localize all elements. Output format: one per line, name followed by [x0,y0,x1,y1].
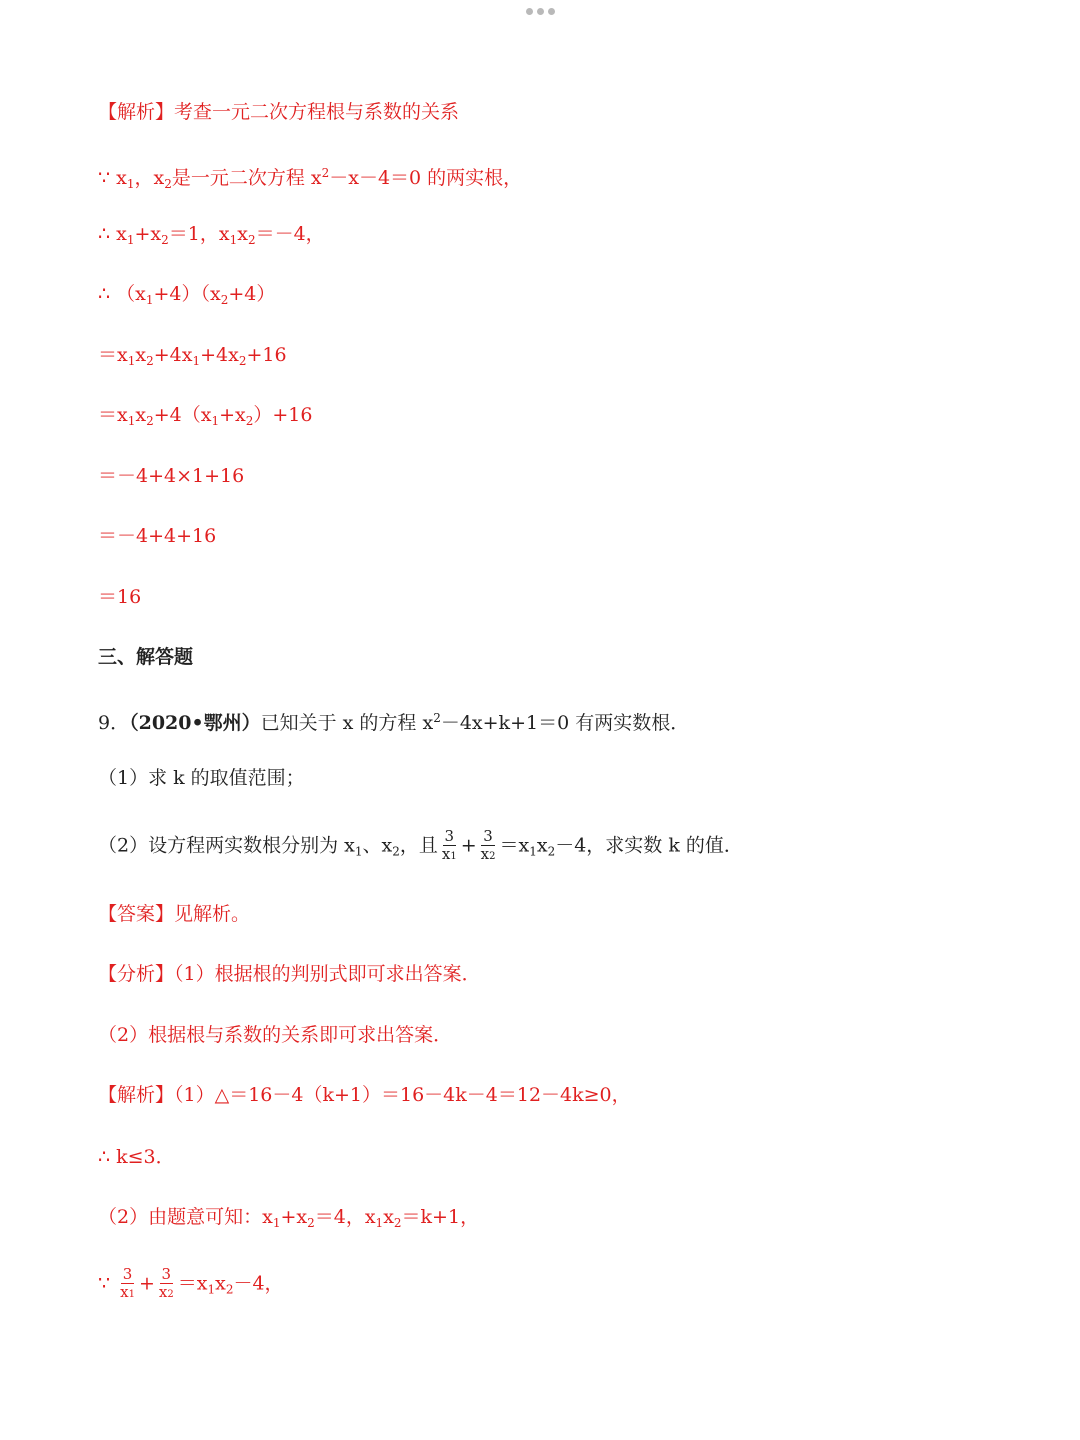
answer-line: 【答案】见解析。 [98,903,251,925]
fraction-3-over-x1: $\frac{3}{x1}$ [441,827,457,863]
analysis-part-1: 【分析】（1）根据根的判别式即可求出答案． [98,963,481,985]
section-heading: 三、解答题 [98,646,194,668]
analysis-line-3: ∴ $x_1+x_2=1$，$x_1x_2=-4$， [98,223,325,247]
analysis-part-2: （2）根据根与系数的关系即可求出答案． [98,1024,453,1046]
question-9: 9．（2020•鄂州）已知关于 x 的方程 $x^2-4x+k+1=0$ 有两实数根． [98,711,690,734]
more-dots-icon[interactable] [526,8,555,15]
analysis-line-4: ∴ $(x_1+4)(x_2+4)$ [98,283,276,307]
analysis-line-8: ＝－4+4+16 [98,525,217,547]
solution-part-1: 【解析】（1）△＝16－4（k+1）＝16－4k－4＝12－4k≥0， [98,1084,631,1106]
analysis-heading: 【解析】考查一元二次方程根与系数的关系 [98,101,460,123]
analysis-line-6: $=x_1x_2+4(x_1+x_2)+16$ [98,404,313,428]
solution-equation: ∵ $\frac{3}{x1}$ + $\frac{3}{x2}$ $=x_1x_2-4$， [98,1265,284,1301]
analysis-line-5: $=x_1x_2+4x_1+4x_2+16$ [98,344,287,368]
analysis-line-7: ＝－4+4×1+16 [98,465,245,487]
solution-part-2: （2）由题意可知：$x_1+x_2=4$，$x_1x_2=k+1$， [98,1206,480,1230]
fraction-3-over-x2: $\frac{3}{x2}$ [480,827,496,863]
solution-conclusion: ∴ k≤3． [98,1146,175,1168]
fraction-3-over-x1: $\frac{3}{x1}$ [120,1265,135,1301]
analysis-line-9: ＝16 [98,586,142,608]
question-9-part-1: （1）求 k 的取值范围； [98,767,305,789]
question-9-part-2: （2）设方程两实数根分别为 $x_1$、$x_2$，且 $\frac{3}{x1}$ + $\frac{3}{x2}$ $=x_1x_2-4$，求实数 k 的值． [98,827,743,863]
analysis-line-2: ∵ $x_1$，$x_2$是一元二次方程 $x^2-x-4=0$ 的两实根， [98,166,523,191]
fraction-3-over-x2: $\frac{3}{x2}$ [158,1265,174,1301]
